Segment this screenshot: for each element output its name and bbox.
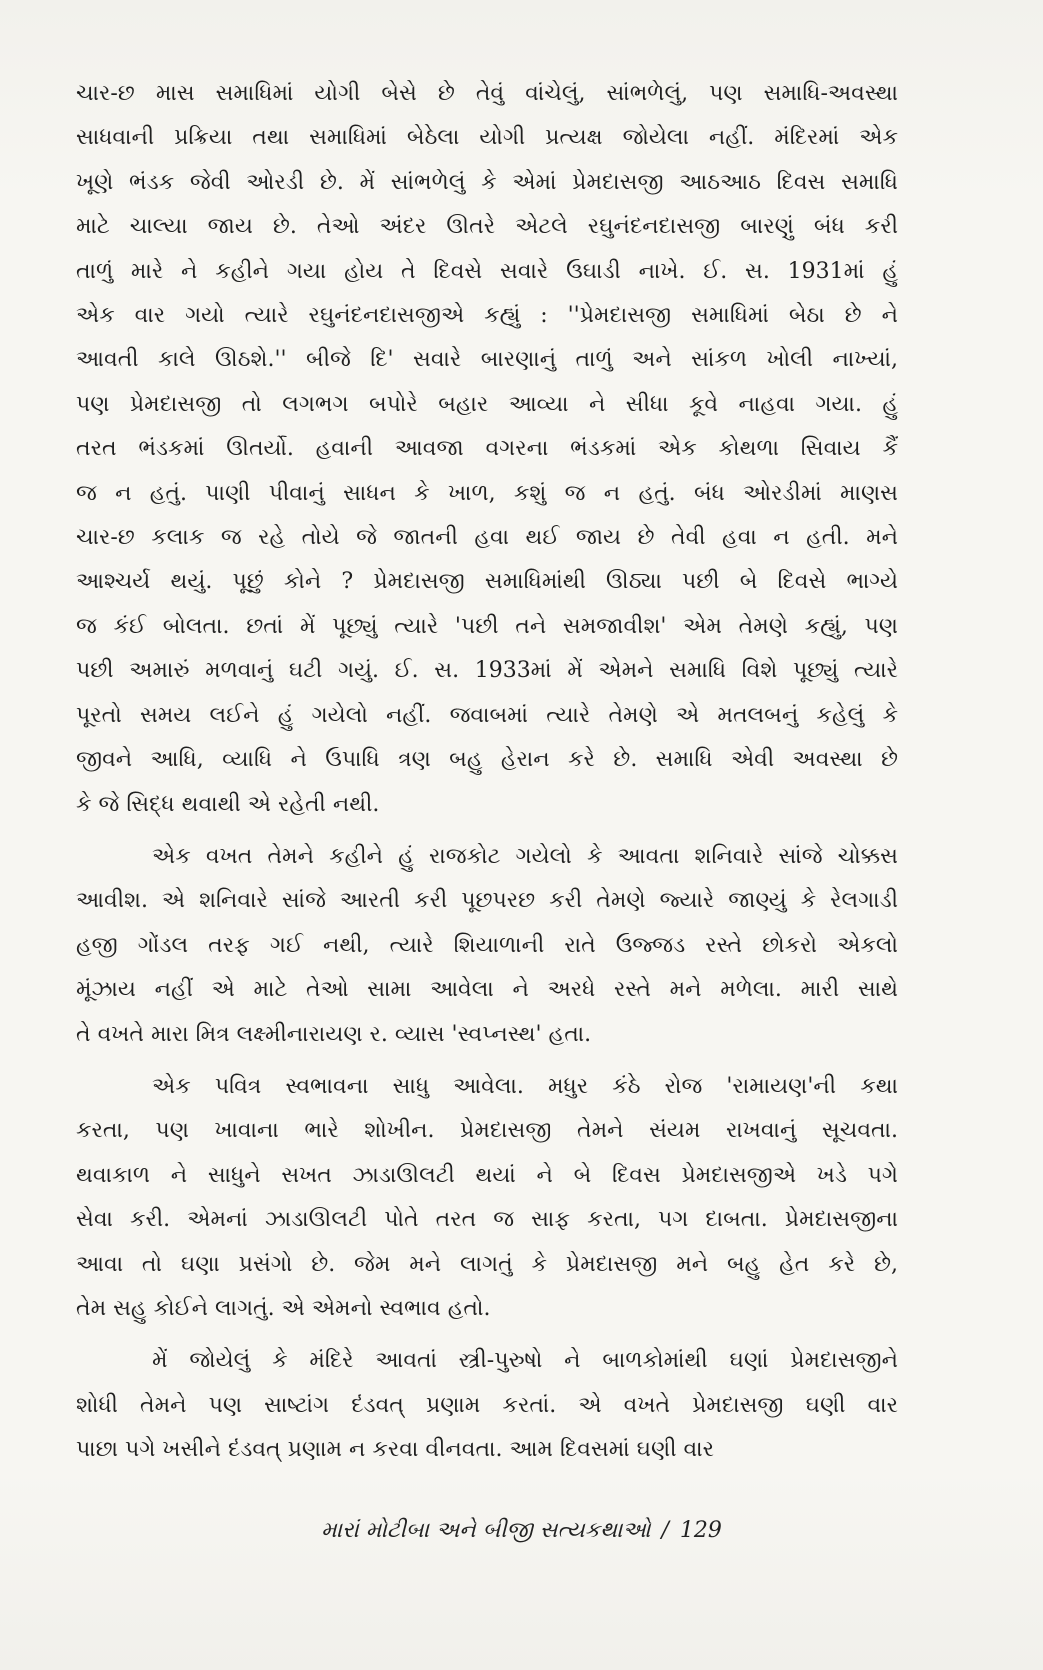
body-text xyxy=(76,72,898,1473)
paragraph-gap xyxy=(76,827,898,835)
text-line: એક પવિત્ર સ્વભાવના સાધુ આવેલા. મધુર કંઠે રોજ 'રામાયણ'ની કથા xyxy=(152,1073,898,1099)
page-footer xyxy=(0,1518,1043,1543)
text-line: ખૂણે ભંડક જેવી ઓરડી છે. મેં સાંભળેલું કે એમાં પ્રેમદાસજી આઠઆઠ દિવસ સમાધિ xyxy=(76,169,898,195)
text-line: થવાકાળ ને સાધુને સખત ઝાડાઊલટી થયાં ને બે દિવસ પ્રેમદાસજીએ ખડે પગે xyxy=(76,1162,898,1188)
text-line: ચાર-છ માસ સમાધિમાં યોગી બેસે છે તેવું વાંચેલું, સાંભળેલું, પણ સમાધિ-અવસ્થા xyxy=(76,81,898,106)
paragraph xyxy=(76,1339,898,1472)
text-line: સેવા કરી. એમનાં ઝાડાઊલટી પોતે તરત જ સાફ કરતા, પગ દાબતા. પ્રેમદાસજીના xyxy=(76,1207,898,1233)
text-line: તે વખતે મારા મિત્ર લક્ષ્મીનારાયણ ર. વ્યાસ 'સ્વપ્નસ્થ' હતા. xyxy=(76,1021,592,1047)
text-line: કે જે સિદ્ધ થવાથી એ રહેતી નથી. xyxy=(76,791,380,817)
text-line: જ કંઈ બોલતા. છતાં મેં પૂછ્યું ત્યારે 'પછી તને સમજાવીશ' એમ તેમણે કહ્યું, પણ xyxy=(76,613,898,639)
footer-book-title: મારાં મોટીબા અને બીજી સત્યકથાઓ xyxy=(321,1518,651,1543)
text-line: કરતા, પણ ખાવાના ભારે શોખીન. પ્રેમદાસજી તેમને સંયમ રાખવાનું સૂચવતા. xyxy=(76,1118,898,1144)
text-line: પૂરતો સમય લઈને હું ગયેલો નહીં. જવાબમાં ત્યારે તેમણે એ મતલબનું કહેલું કે xyxy=(76,702,898,728)
text-line: શોધી તેમને પણ સાષ્ટાંગ દંડવત્ પ્રણામ કરતાં. એ વખતે પ્રેમદાસજી ઘણી વાર xyxy=(76,1392,898,1418)
text-line: મૂંઝાય નહીં એ માટે તેઓ સામા આવેલા ને અરધે રસ્તે મને મળેલા. મારી સાથે xyxy=(76,977,898,1003)
text-line: પણ પ્રેમદાસજી તો લગભગ બપોરે બહાર આવ્યા ને સીધા કૂવે નાહવા ગયા. હું xyxy=(76,391,898,417)
text-line: આવા તો ઘણા પ્રસંગો છે. જેમ મને લાગતું કે પ્રેમદાસજી મને બહુ હેત કરે છે, xyxy=(76,1251,898,1277)
paragraph-gap xyxy=(76,1057,898,1065)
text-line: ચાર-છ કલાક જ રહે તોયે જે જાતની હવા થઈ જાય છે તેવી હવા ન હતી. મને xyxy=(76,525,898,551)
paragraph xyxy=(76,1065,898,1331)
text-line: માટે ચાલ્યા જાય છે. તેઓ અંદર ઊતરે એટલે રઘુનંદનદાસજી બારણું બંધ કરી xyxy=(76,214,898,240)
text-line: તેમ સહુ કોઈને લાગતું. એ એમનો સ્વભાવ હતો. xyxy=(76,1295,491,1321)
text-line: જીવને આધિ, વ્યાધિ ને ઉપાધિ ત્રણ બહુ હેરાન કરે છે. સમાધિ એવી અવસ્થા છે xyxy=(76,747,898,773)
text-line: આશ્ચર્ય થયું. પૂછું કોને ? પ્રેમદાસજી સમાધિમાંથી ઊઠ્યા પછી બે દિવસે ભાગ્યે xyxy=(76,569,898,595)
text-line: આવતી કાલે ઊઠશે.'' બીજે દિ' સવારે બારણાનું તાળું અને સાંકળ ખોલી નાખ્યાં, xyxy=(76,347,898,373)
text-line: પછી અમારું મળવાનું ઘટી ગયું. ઈ. સ. 1933માં મેં એમને સમાધિ વિશે પૂછ્યું ત્યારે xyxy=(76,658,898,684)
text-line: આવીશ. એ શનિવારે સાંજે આરતી કરી પૂછપરછ કરી તેમણે જ્યારે જાણ્યું કે રેલગાડી xyxy=(76,888,898,914)
paragraph xyxy=(76,72,898,827)
page-number: 129 xyxy=(679,1518,722,1543)
text-line: એક વખત તેમને કહીને હું રાજકોટ ગયેલો કે આવતા શનિવારે સાંજે ચોક્કસ xyxy=(152,843,898,869)
text-line: એક વાર ગયો ત્યારે રઘુનંદનદાસજીએ કહ્યું : ''પ્રેમદાસજી સમાધિમાં બેઠા છે ને xyxy=(76,303,898,329)
paragraph xyxy=(76,835,898,1057)
paragraph-gap xyxy=(76,1331,898,1339)
text-line: હજી ગોંડલ તરફ ગઈ નથી, ત્યારે શિયાળાની રાતે ઉજ્જડ રસ્તે છોકરો એકલો xyxy=(76,932,898,958)
text-line: તાળું મારે ને કહીને ગયા હોય તે દિવસે સવારે ઉઘાડી નાખે. ઈ. સ. 1931માં હું xyxy=(76,258,898,284)
footer-separator: / xyxy=(661,1518,669,1543)
text-line: મેં જોયેલું કે મંદિરે આવતાં સ્ત્રી-પુરુષો ને બાળકોમાંથી ઘણાં પ્રેમદાસજીને xyxy=(152,1348,898,1374)
text-line: તરત ભંડકમાં ઊતર્યો. હવાની આવજા વગરના ભંડકમાં એક કોથળા સિવાય કૈં xyxy=(76,436,898,462)
text-line: જ ન હતું. પાણી પીવાનું સાધન કે ખાળ, કશું જ ન હતું. બંધ ઓરડીમાં માણસ xyxy=(76,480,898,506)
text-line: પાછા પગે ખસીને દંડવત્ પ્રણામ ન કરવા વીનવતા. આમ દિવસમાં ઘણી વાર xyxy=(76,1437,714,1463)
text-line: સાધવાની પ્રક્રિયા તથા સમાધિમાં બેઠેલા યોગી પ્રત્યક્ષ જોયેલા નહીં. મંદિરમાં એક xyxy=(76,125,898,151)
